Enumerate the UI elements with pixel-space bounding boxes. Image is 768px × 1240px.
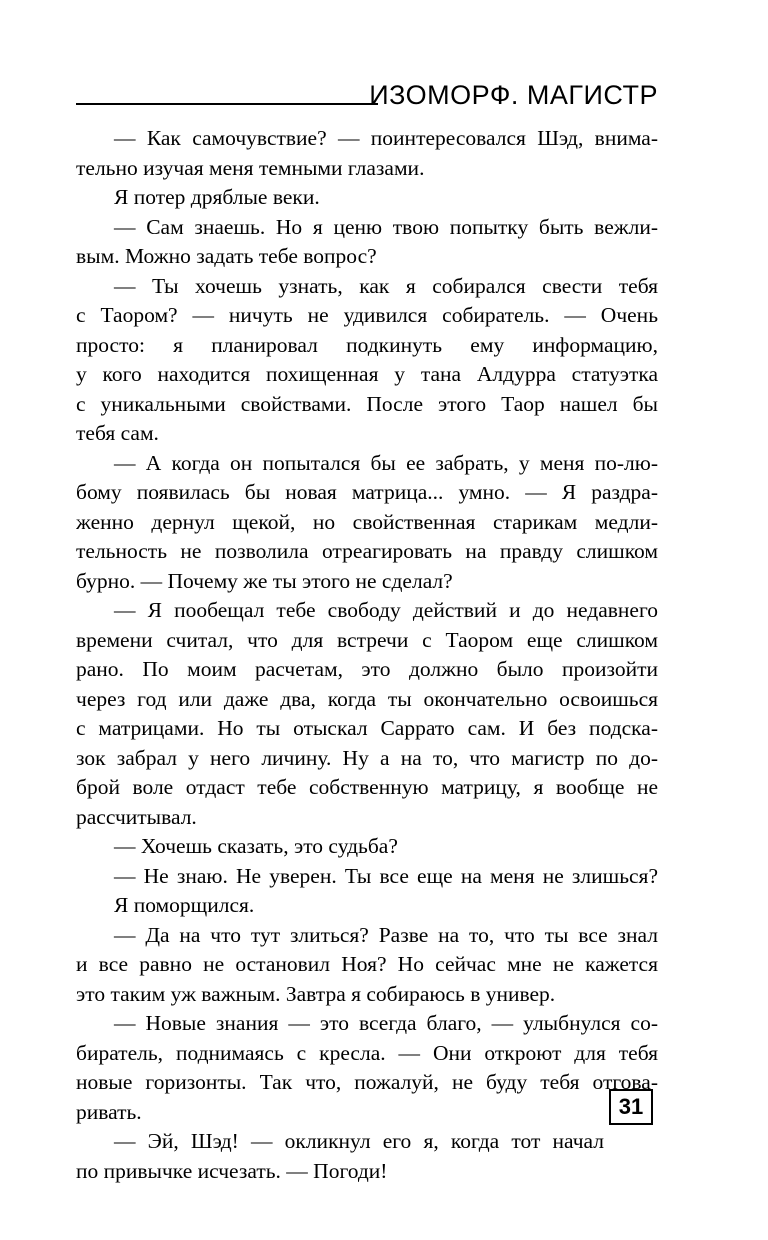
text-line: с матрицами. Но ты отыскал Саррато сам. И без подска- (76, 716, 658, 740)
text-line: ривать. (76, 1099, 142, 1124)
text-line: вым. Можно задать тебе вопрос? (76, 244, 377, 268)
body-text (76, 124, 658, 1186)
text-line: биратель, поднимаясь с кресла. — Они откроют для тебя (76, 1040, 658, 1065)
text-line: — Как самочувствие? — поинтересовался Шэд, внима- (114, 126, 658, 150)
text-line: — Эй, Шэд! — окликнул его я, когда тот начал (114, 1129, 604, 1153)
text-line: просто: я планировал подкинуть ему информацию, (76, 332, 658, 357)
text-line: — Хочешь сказать, это судьба? (114, 834, 398, 858)
text-line: тельно изучая меня темными глазами. (76, 155, 425, 180)
text-line: — Новые знания — это всегда благо, — улыбнулся со- (114, 1011, 658, 1035)
text-line: — Сам знаешь. Но я ценю твою попытку быть вежли- (114, 214, 658, 239)
text-line: — А когда он попытался бы ее забрать, у меня по-лю- (114, 450, 658, 475)
text-line: рассчитывал. (76, 804, 197, 829)
text-line: — Ты хочешь узнать, как я собирался свести тебя (114, 273, 658, 298)
text-line: времени считал, что для встречи с Таором еще слишком (76, 627, 658, 652)
text-line: — Не знаю. Не уверен. Ты все еще на меня не злишься? (114, 863, 658, 888)
text-line: бурно. — Почему же ты этого не сделал? (76, 568, 453, 593)
running-head: ИЗОМОРФ. МАГИСТР (369, 80, 658, 110)
text-line: через год или даже два, когда ты окончательно освоишься (76, 686, 658, 711)
text-line: по привычке исчезать. — Погоди! (76, 1158, 388, 1183)
text-line: это таким уж важным. Завтра я собираюсь в универ. (76, 981, 556, 1006)
text-line: тебя сам. (76, 421, 159, 445)
text-line: брой воле отдаст тебе собственную матрицу, я вообще не (76, 775, 658, 799)
text-line: с Таором? — ничуть не удивился собиратель. — Очень (76, 303, 658, 327)
text-line: бому появилась бы новая матрица... умно. — Я раздра- (76, 480, 658, 504)
text-line: рано. По моим расчетам, это должно было произойти (76, 657, 658, 681)
page-number: 31 (609, 1089, 653, 1125)
text-line: — Да на что тут злиться? Разве на то, что ты все знал (114, 922, 658, 947)
text-line: у кого находится похищенная у тана Алдурра статуэтка (76, 362, 658, 386)
text-line: Я потер дряблые веки. (114, 185, 320, 209)
header-rule (76, 103, 378, 105)
text-line: тельность не позволила отреагировать на правду слишком (76, 539, 658, 563)
text-line: женно дернул щекой, но свойственная старикам медли- (76, 509, 658, 534)
text-line: — Я пообещал тебе свободу действий и до недавнего (114, 598, 658, 622)
text-line: зок забрал у него личину. Ну а на то, что магистр по до- (76, 745, 658, 770)
text-line: с уникальными свойствами. После этого Таор нашел бы (76, 391, 658, 416)
text-line: новые горизонты. Так что, пожалуй, не буду тебя отгова- (76, 1070, 658, 1094)
text-line: и все равно не остановил Ноя? Но сейчас мне не кажется (76, 952, 658, 976)
text-line: Я поморщился. (114, 893, 255, 917)
